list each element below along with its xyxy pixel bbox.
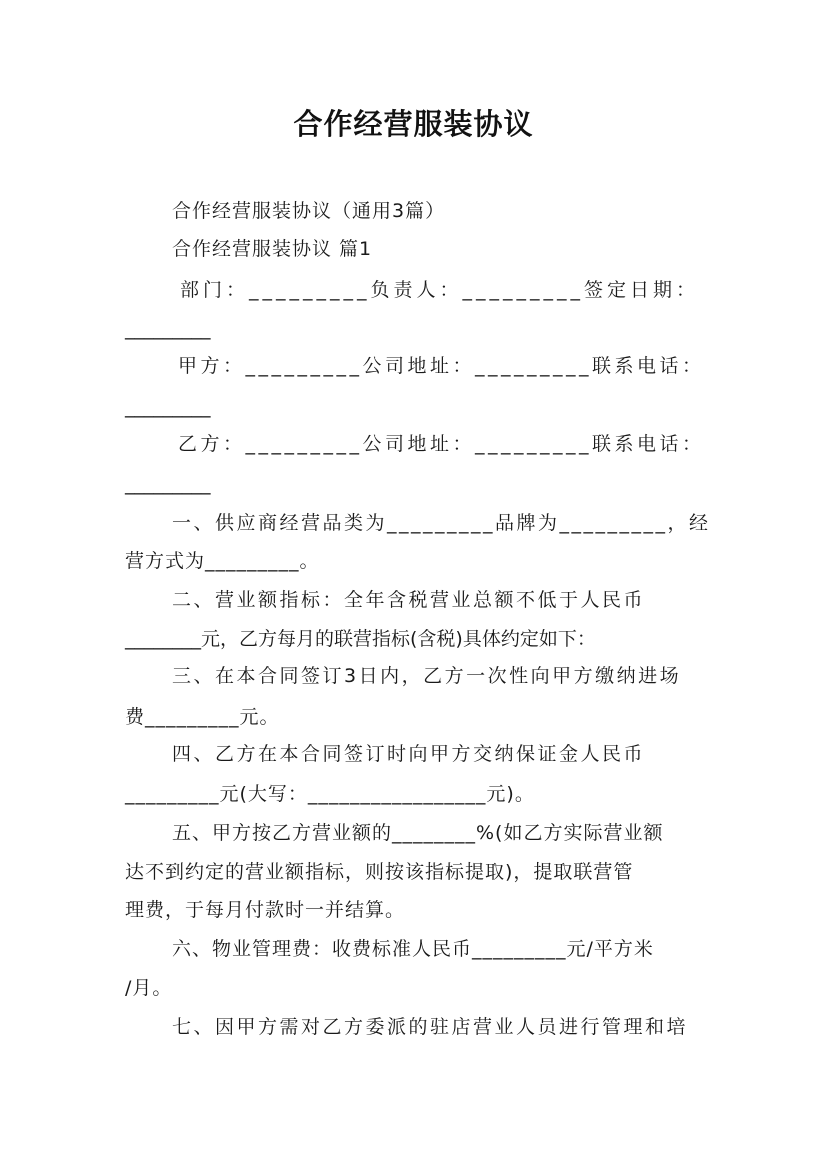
document-title: 合作经营服装协议 (293, 107, 534, 141)
clause-3-line-1: 三、在本合同签订3日内，乙方一次性向甲方缴纳进场 (172, 665, 682, 687)
info-line-party-a: 甲方：_________公司地址：_________联系电话： (178, 355, 705, 377)
clause-4-line-1: 四、乙方在本合同签订时向甲方交纳保证金人民币 (172, 743, 646, 765)
info-line-party-b: 乙方：_________公司地址：_________联系电话： (178, 433, 705, 455)
subtitle-line: 合作经营服装协议（通用3篇） (172, 200, 446, 222)
info-line-party-b-cont: _________ (125, 473, 211, 495)
clause-1-line-1: 一、供应商经营品类为_________品牌为_________，经 (172, 512, 711, 534)
section-heading: 合作经营服装协议 篇1 (172, 238, 373, 260)
info-line-department: 部门：_________负责人：_________签定日期： (180, 279, 700, 301)
clause-4-line-2: _________元(大写：_________________元)。 (125, 783, 535, 805)
clause-3-line-2: 费_________元。 (125, 706, 280, 728)
clause-5-line-1: 五、甲方按乙方营业额的________%(如乙方实际营业额 (172, 822, 664, 844)
clause-7-line-1: 七、因甲方需对乙方委派的驻店营业人员进行管理和培 (172, 1016, 689, 1038)
clause-1-line-2: 营方式为_________。 (125, 550, 320, 572)
clause-2-line-1: 二、营业额指标：全年含税营业总额不低于人民币 (172, 589, 646, 611)
clause-6-line-2: /月。 (125, 977, 173, 999)
info-line-party-a-cont: _________ (125, 396, 211, 418)
clause-5-line-2: 达不到约定的营业额指标，则按该指标提取)，提取联营管 (125, 861, 634, 883)
info-line-department-cont: _________ (125, 318, 211, 340)
clause-2-line-2: ________元，乙方每月的联营指标(含税)具体约定如下： (125, 628, 596, 650)
clause-6-line-1: 六、物业管理费：收费标准人民币_________元/平方米 (172, 938, 654, 960)
clause-5-line-3: 理费，于每月付款时一并结算。 (125, 899, 406, 921)
